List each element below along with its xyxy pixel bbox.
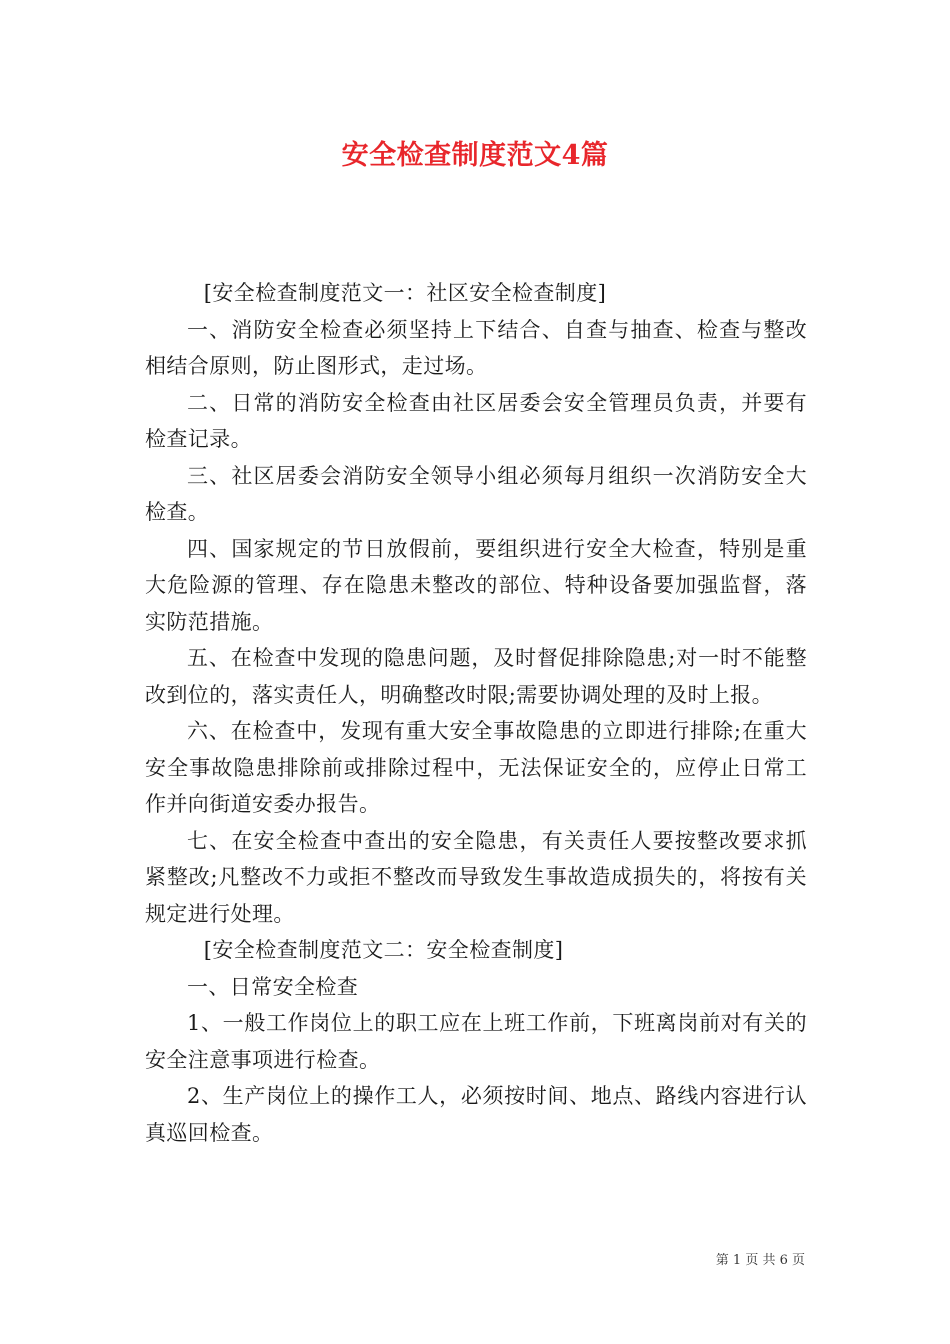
paragraph: 七、在安全检查中查出的安全隐患，有关责任人要按整改要求抓紧整改;凡整改不力或拒不整改而导致发生事故造成损失的，将按有关规定进行处理。 [145, 828, 807, 926]
document-title: 安全检查制度范文4篇 [341, 140, 609, 171]
section-heading: [安全检查制度范文一：社区安全检查制度] [203, 281, 607, 305]
document-body [145, 275, 807, 1151]
paragraph: 四、国家规定的节日放假前，要组织进行安全大检查，特别是重大危险源的管理、存在隐患未整改的部位、特种设备要加强监督，落实防范措施。 [145, 536, 807, 634]
paragraph: 1、一般工作岗位上的职工应在上班工作前，下班离岗前对有关的安全注意事项进行检查。 [145, 1011, 807, 1072]
paragraph: 三、社区居委会消防安全领导小组必须每月组织一次消防安全大检查。 [145, 463, 807, 524]
subsection-heading: 一、日常安全检查 [187, 974, 359, 999]
section-heading: [安全检查制度范文二：安全检查制度] [203, 938, 564, 962]
paragraph: 二、日常的消防安全检查由社区居委会安全管理员负责，并要有检查记录。 [145, 390, 807, 451]
paragraph: 六、在检查中，发现有重大安全事故隐患的立即进行排除;在重大安全事故隐患排除前或排除过程中，无法保证安全的，应停止日常工作并向街道安委办报告。 [145, 719, 807, 816]
paragraph: 一、消防安全检查必须坚持上下结合、自查与抽查、检查与整改相结合原则，防止图形式，走过场。 [145, 317, 807, 378]
page-number: 第 1 页 共 6 页 [715, 1253, 805, 1268]
paragraph: 五、在检查中发现的隐患问题，及时督促排除隐患;对一时不能整改到位的，落实责任人，明确整改时限;需要协调处理的及时上报。 [145, 646, 807, 707]
paragraph: 2、生产岗位上的操作工人，必须按时间、地点、路线内容进行认真巡回检查。 [145, 1084, 807, 1145]
